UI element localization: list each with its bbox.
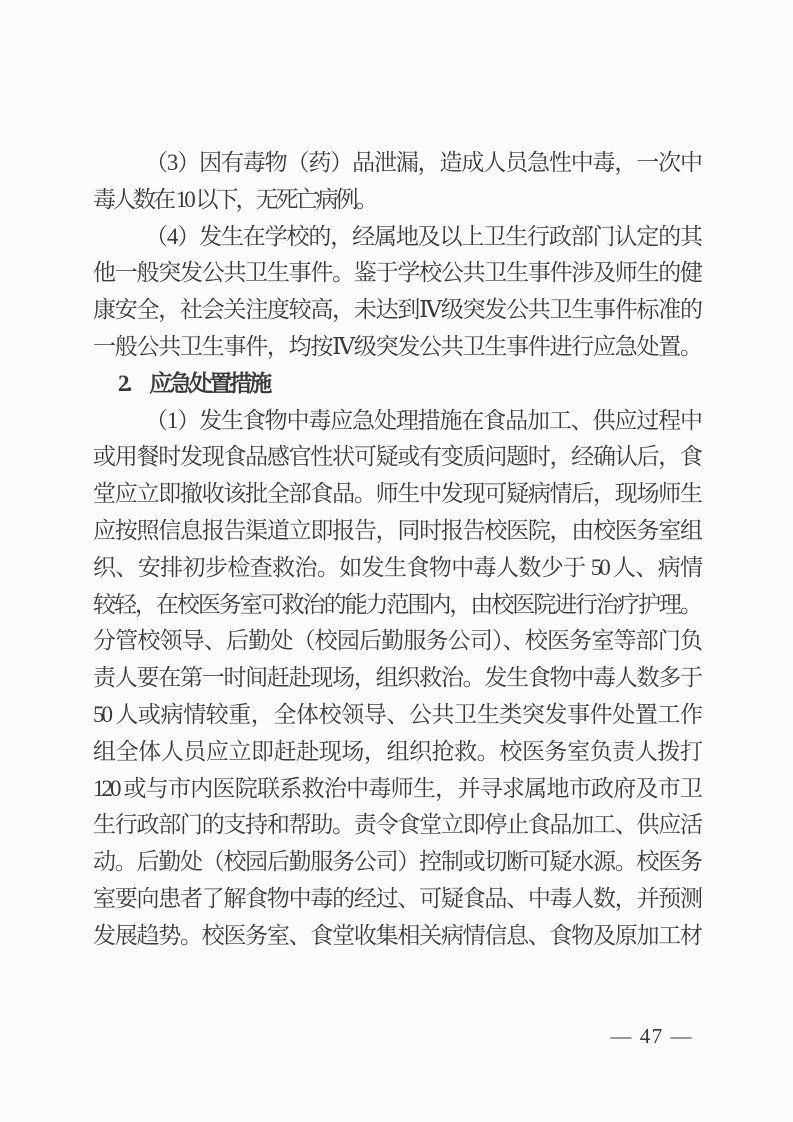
document-body <box>93 145 700 955</box>
text-line: （3）因有毒物（药）品泄漏，造成人员急性中毒，一次中 <box>145 150 700 175</box>
text-line: 120 或与市内医院联系救治中毒师生，并寻求属地市政府及市卫 <box>93 775 700 801</box>
text-line: 50 人或病情较重，全体校领导、公共卫生类突发事件处置工作 <box>93 701 700 727</box>
text-line: 组全体人员应立即赶赴现场，组织抢救。校医务室负责人拨打 <box>93 738 700 764</box>
text-line: （1）发生食物中毒应急处理措施在食品加工、供应过程中 <box>145 407 700 433</box>
text-line: 一般公共卫生事件，均按Ⅳ级突发公共卫生事件进行应急处置。 <box>93 333 700 359</box>
text-line: 康安全，社会关注度较高，未达到Ⅳ级突发公共卫生事件标准的 <box>93 297 700 323</box>
section-heading: 2. 应急处置措施 <box>118 370 270 396</box>
text-line: 生行政部门的支持和帮助。责令食堂立即停止食品加工、供应活 <box>93 812 700 838</box>
text-line: 他一般突发公共卫生事件。鉴于学校公共卫生事件涉及师生的健 <box>93 260 700 286</box>
text-line: 分管校领导、后勤处（校园后勤服务公司）、校医务室等部门负 <box>93 628 700 654</box>
text-line: 或用餐时发现食品感官性状可疑或有变质问题时，经确认后，食 <box>93 444 700 470</box>
text-line: 动。后勤处（校园后勤服务公司）控制或切断可疑水源。校医务 <box>93 849 700 875</box>
text-line: （4）发生在学校的，经属地及以上卫生行政部门认定的其 <box>145 223 700 249</box>
text-line: 织、安排初步检查救治。如发生食物中毒人数少于 50 人、病情 <box>93 554 700 580</box>
text-line: 毒人数在 10 以下，无死亡病例。 <box>93 186 376 212</box>
text-line: 室要向患者了解食物中毒的经过、可疑食品、中毒人数，并预测 <box>93 885 700 911</box>
text-line: 较轻，在校医务室可救治的能力范围内，由校医院进行治疗护理。 <box>93 591 700 617</box>
text-line: 应按照信息报告渠道立即报告，同时报告校医院，由校医务室组 <box>93 517 700 543</box>
text-line: 堂应立即撤收该批全部食品。师生中发现可疑病情后，现场师生 <box>93 481 700 507</box>
page-number: — 47 — <box>610 1024 693 1048</box>
text-line: 发展趋势。校医务室、食堂收集相关病情信息、食物及原加工材 <box>93 922 700 948</box>
text-line: 责人要在第一时间赶赴现场，组织救治。发生食物中毒人数多于 <box>93 665 700 691</box>
